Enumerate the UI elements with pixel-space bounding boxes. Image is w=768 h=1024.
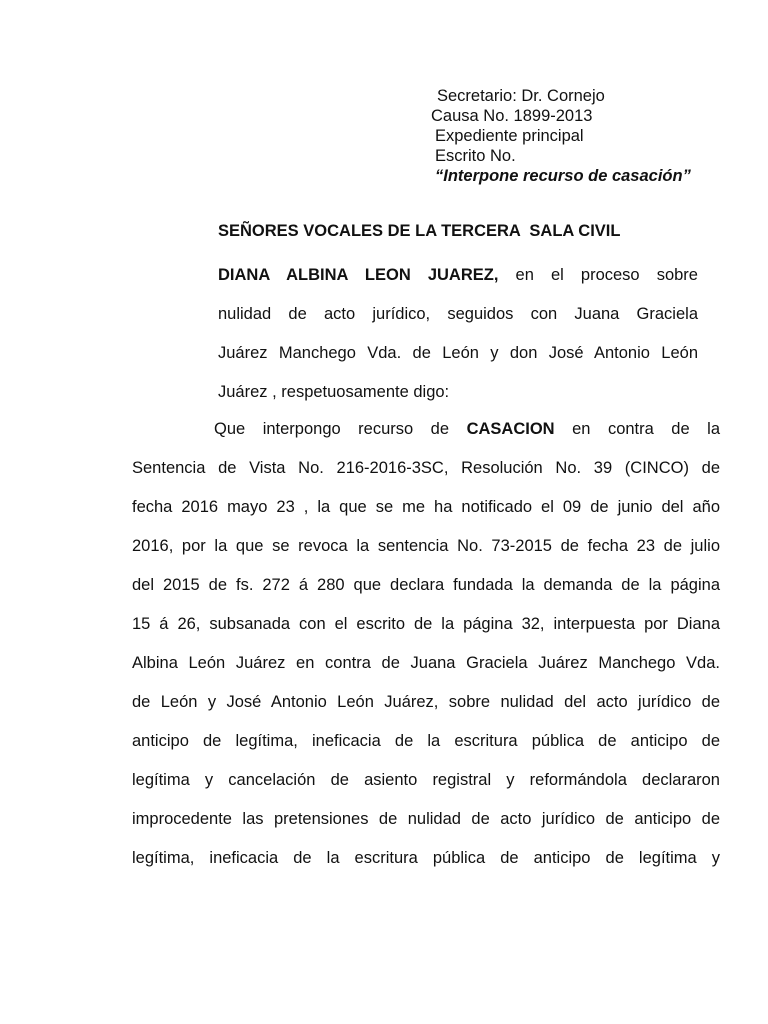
body-line-7: Albina León Juárez en contra de Juana Graciela Juárez Manchego Vda.	[132, 654, 720, 672]
body-line-6: 15 á 26, subsanada con el escrito de la página 32, interpuesta por Diana	[132, 615, 720, 633]
case-header	[430, 86, 691, 186]
body-line-11: improcedente las pretensiones de nulidad de acto jurídico de anticipo de	[132, 810, 720, 828]
body-line-9: anticipo de legítima, ineficacia de la escritura pública de anticipo de	[132, 732, 720, 750]
casacion-keyword: CASACION	[466, 420, 555, 438]
body-line-1-pre: Que interpongo recurso de	[214, 420, 450, 438]
causa-line: Causa No. 1899-2013	[431, 107, 593, 125]
escrito-line: Escrito No.	[435, 147, 516, 165]
intro-line-2: nulidad de acto jurídico, seguidos con Juana Graciela	[218, 305, 698, 323]
body-line-1-post: en contra de la	[572, 420, 721, 438]
sumilla-line: “Interpone recurso de casación”	[435, 167, 691, 185]
body-paragraph	[132, 410, 720, 878]
body-line-4: 2016, por la que se revoca la sentencia No. 73-2015 de fecha 23 de julio	[132, 537, 720, 555]
plaintiff-name: DIANA ALBINA LEON JUAREZ,	[218, 266, 499, 284]
intro-line-1	[218, 256, 698, 295]
body-line-5: del 2015 de fs. 272 á 280 que declara fundada la demanda de la página	[132, 576, 720, 594]
body-line-10: legítima y cancelación de asiento registral y reformándola declararon	[132, 771, 720, 789]
body-line-12: legítima, ineficacia de la escritura pública de anticipo de legítima y	[132, 849, 720, 867]
addressee-heading: SEÑORES VOCALES DE LA TERCERA SALA CIVIL	[218, 222, 621, 240]
intro-paragraph	[218, 256, 698, 412]
body-line-8: de León y José Antonio León Juárez, sobre nulidad del acto jurídico de	[132, 693, 720, 711]
intro-line-3: Juárez Manchego Vda. de León y don José Antonio León	[218, 344, 698, 362]
intro-line-1-rest: en el proceso sobre	[515, 266, 698, 284]
expediente-line: Expediente principal	[435, 127, 584, 145]
body-line-3: fecha 2016 mayo 23 , la que se me ha notificado el 09 de junio del año	[132, 498, 720, 516]
body-line-1	[132, 410, 720, 449]
intro-line-4: Juárez , respetuosamente digo:	[218, 383, 450, 401]
secretario-line: Secretario: Dr. Cornejo	[437, 87, 605, 105]
body-line-2: Sentencia de Vista No. 216-2016-3SC, Resolución No. 39 (CINCO) de	[132, 459, 720, 477]
